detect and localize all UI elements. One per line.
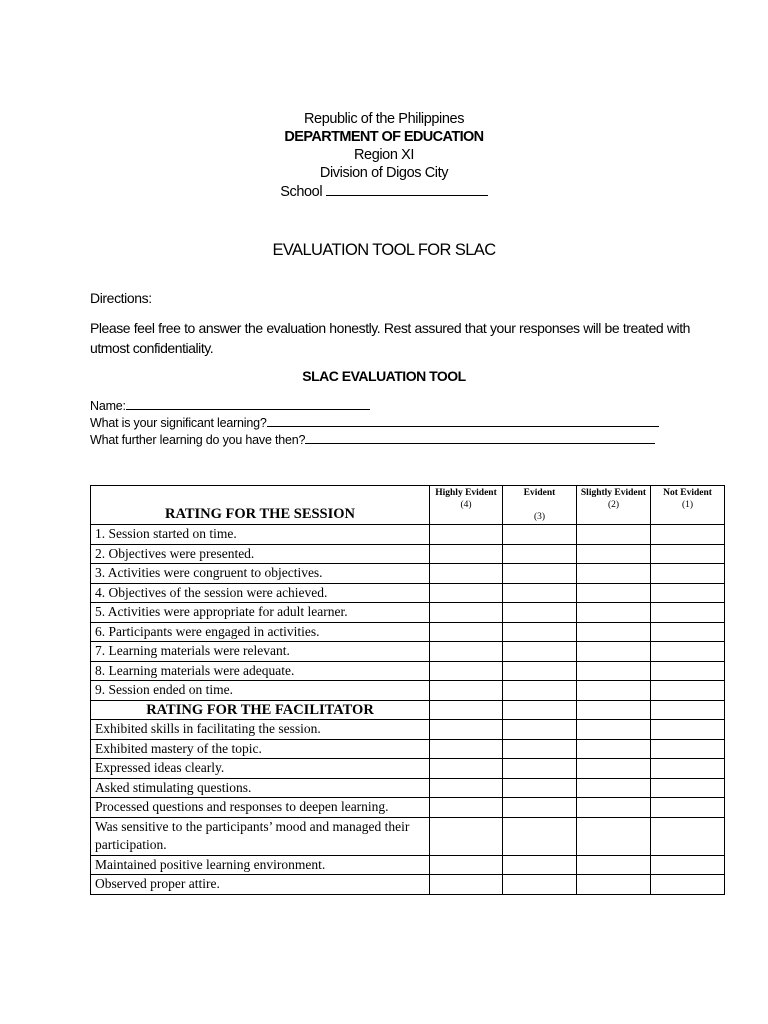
rating-header-3 (503, 486, 577, 525)
table-row (91, 681, 725, 701)
section-title: SLAC EVALUATION TOOL (302, 368, 466, 384)
rating-value: (3) (533, 512, 546, 522)
rating-cell[interactable] (503, 583, 577, 603)
facilitator-header: RATING FOR THE FACILITATOR (91, 700, 430, 720)
rating-cell[interactable] (430, 681, 503, 701)
division-line: Division of Digos City (319, 165, 449, 181)
name-label: Name: (90, 399, 126, 413)
criterion-label: 6. Participants were engaged in activities. (91, 622, 430, 642)
directions-label: Directions: (90, 290, 152, 306)
criterion-label: 7. Learning materials were relevant. (91, 642, 430, 662)
rating-cell[interactable] (430, 720, 503, 740)
rating-cell[interactable] (503, 622, 577, 642)
rating-cell[interactable] (651, 855, 725, 875)
significant-learning-label: What is your significant learning? (90, 416, 267, 430)
rating-cell[interactable] (651, 798, 725, 818)
evaluation-table-body (91, 525, 725, 895)
rating-cell[interactable] (651, 544, 725, 564)
table-row (91, 583, 725, 603)
school-line (0, 182, 768, 201)
rating-cell[interactable] (577, 661, 651, 681)
rating-cell[interactable] (577, 817, 651, 855)
rating-cell[interactable] (651, 759, 725, 779)
criterion-label: 2. Objectives were presented. (91, 544, 430, 564)
rating-cell[interactable] (430, 661, 503, 681)
criterion-label: 4. Objectives of the session were achieved. (91, 583, 430, 603)
session-header: RATING FOR THE SESSION (91, 486, 430, 525)
rating-cell[interactable] (430, 525, 503, 545)
table-row (91, 720, 725, 740)
rating-cell[interactable] (430, 603, 503, 623)
rating-cell[interactable] (430, 778, 503, 798)
rating-cell[interactable] (577, 855, 651, 875)
department-line: DEPARTMENT OF EDUCATION (284, 129, 484, 145)
table-row (91, 564, 725, 584)
school-label: School (280, 184, 323, 200)
criterion-label: 1. Session started on time. (91, 525, 430, 545)
rating-cell[interactable] (577, 778, 651, 798)
criterion-label: Exhibited skills in facilitating the session. (91, 720, 430, 740)
rating-cell[interactable] (503, 798, 577, 818)
rating-cell[interactable] (577, 720, 651, 740)
rating-cell[interactable] (503, 564, 577, 584)
rating-label: Highly Evident (435, 488, 497, 498)
rating-cell[interactable] (651, 661, 725, 681)
rating-cell[interactable] (651, 603, 725, 623)
rating-cell[interactable] (577, 759, 651, 779)
table-row (91, 739, 725, 759)
rating-cell[interactable] (503, 525, 577, 545)
further-learning-blank[interactable] (305, 432, 655, 444)
criterion-label: Exhibited mastery of the topic. (91, 739, 430, 759)
table-row (91, 855, 725, 875)
further-learning-label: What further learning do you have then? (90, 433, 306, 447)
rating-cell[interactable] (503, 661, 577, 681)
rating-cell[interactable] (430, 875, 503, 895)
rating-cell[interactable] (503, 778, 577, 798)
rating-cell[interactable] (651, 739, 725, 759)
rating-cell[interactable] (651, 681, 725, 701)
rating-cell[interactable] (503, 642, 577, 662)
rating-cell (430, 700, 503, 720)
name-blank[interactable] (126, 398, 370, 410)
document-header (0, 110, 768, 201)
rating-cell[interactable] (577, 603, 651, 623)
rating-label: Slightly Evident (580, 488, 647, 498)
rating-cell[interactable] (503, 855, 577, 875)
rating-label: Evident (523, 488, 556, 498)
rating-cell[interactable] (503, 720, 577, 740)
rating-cell[interactable] (430, 739, 503, 759)
rating-value: (1) (681, 500, 694, 510)
rating-cell[interactable] (503, 875, 577, 895)
name-field-row (90, 398, 659, 415)
significant-learning-row (90, 415, 659, 432)
criterion-label: Was sensitive to the participants’ mood and managed their participation. (91, 817, 430, 855)
criterion-label: Processed questions and responses to deepen learning. (91, 798, 430, 818)
table-header-row (91, 486, 725, 525)
rating-cell[interactable] (577, 525, 651, 545)
rating-cell[interactable] (503, 759, 577, 779)
rating-cell[interactable] (577, 583, 651, 603)
further-learning-row (90, 432, 659, 449)
rating-cell[interactable] (577, 564, 651, 584)
table-row (91, 817, 725, 855)
rating-cell[interactable] (651, 875, 725, 895)
table-row (91, 875, 725, 895)
rating-cell[interactable] (651, 642, 725, 662)
respondent-fields (90, 398, 659, 449)
table-row (91, 622, 725, 642)
table-row (91, 603, 725, 623)
criterion-label: 5. Activities were appropriate for adult learner. (91, 603, 430, 623)
table-row (91, 544, 725, 564)
rating-cell (651, 700, 725, 720)
rating-header-1 (651, 486, 725, 525)
school-blank[interactable] (326, 182, 488, 196)
rating-header-2 (577, 486, 651, 525)
criterion-label: 8. Learning materials were adequate. (91, 661, 430, 681)
directions-text: Please feel free to answer the evaluation honestly. Rest assured that your responses will be treated with utmost confidentiality. (90, 320, 690, 356)
rating-cell[interactable] (430, 544, 503, 564)
rating-cell (577, 700, 651, 720)
rating-cell[interactable] (651, 583, 725, 603)
rating-cell[interactable] (430, 642, 503, 662)
rating-cell[interactable] (577, 739, 651, 759)
table-row (91, 642, 725, 662)
rating-cell[interactable] (430, 817, 503, 855)
rating-cell[interactable] (577, 681, 651, 701)
rating-value: (4) (460, 500, 472, 510)
rating-cell[interactable] (577, 875, 651, 895)
table-row (91, 759, 725, 779)
criterion-label: Expressed ideas clearly. (91, 759, 430, 779)
criterion-label: Observed proper attire. (91, 875, 430, 895)
rating-cell[interactable] (430, 583, 503, 603)
significant-learning-blank[interactable] (267, 415, 659, 427)
rating-cell[interactable] (651, 778, 725, 798)
rating-cell[interactable] (577, 642, 651, 662)
rating-cell[interactable] (430, 855, 503, 875)
table-row (91, 525, 725, 545)
table-row (91, 778, 725, 798)
evaluation-table (90, 485, 725, 895)
rating-cell[interactable] (503, 739, 577, 759)
rating-cell[interactable] (503, 603, 577, 623)
rating-cell[interactable] (651, 564, 725, 584)
rating-cell[interactable] (651, 525, 725, 545)
rating-cell[interactable] (503, 817, 577, 855)
table-row (91, 798, 725, 818)
region-line: Region XI (353, 147, 415, 163)
rating-value: (2) (607, 500, 620, 510)
section-row (91, 700, 725, 720)
criterion-label: 3. Activities were congruent to objectives. (91, 564, 430, 584)
rating-cell[interactable] (503, 681, 577, 701)
rating-cell (503, 700, 577, 720)
rating-cell[interactable] (651, 817, 725, 855)
rating-cell[interactable] (577, 798, 651, 818)
rating-cell[interactable] (430, 759, 503, 779)
rating-cell[interactable] (577, 622, 651, 642)
republic-line: Republic of the Philippines (303, 111, 465, 127)
rating-cell[interactable] (430, 622, 503, 642)
rating-cell[interactable] (430, 798, 503, 818)
rating-cell[interactable] (651, 622, 725, 642)
criterion-label: 9. Session ended on time. (91, 681, 430, 701)
rating-cell[interactable] (577, 544, 651, 564)
criterion-label: Asked stimulating questions. (91, 778, 430, 798)
rating-cell[interactable] (651, 720, 725, 740)
rating-header-4 (430, 486, 503, 525)
rating-label: Not Evident (663, 488, 712, 498)
table-row (91, 661, 725, 681)
rating-cell[interactable] (503, 544, 577, 564)
criterion-label: Maintained positive learning environment. (91, 855, 430, 875)
page-title: EVALUATION TOOL FOR SLAC (272, 241, 496, 259)
rating-cell[interactable] (430, 564, 503, 584)
